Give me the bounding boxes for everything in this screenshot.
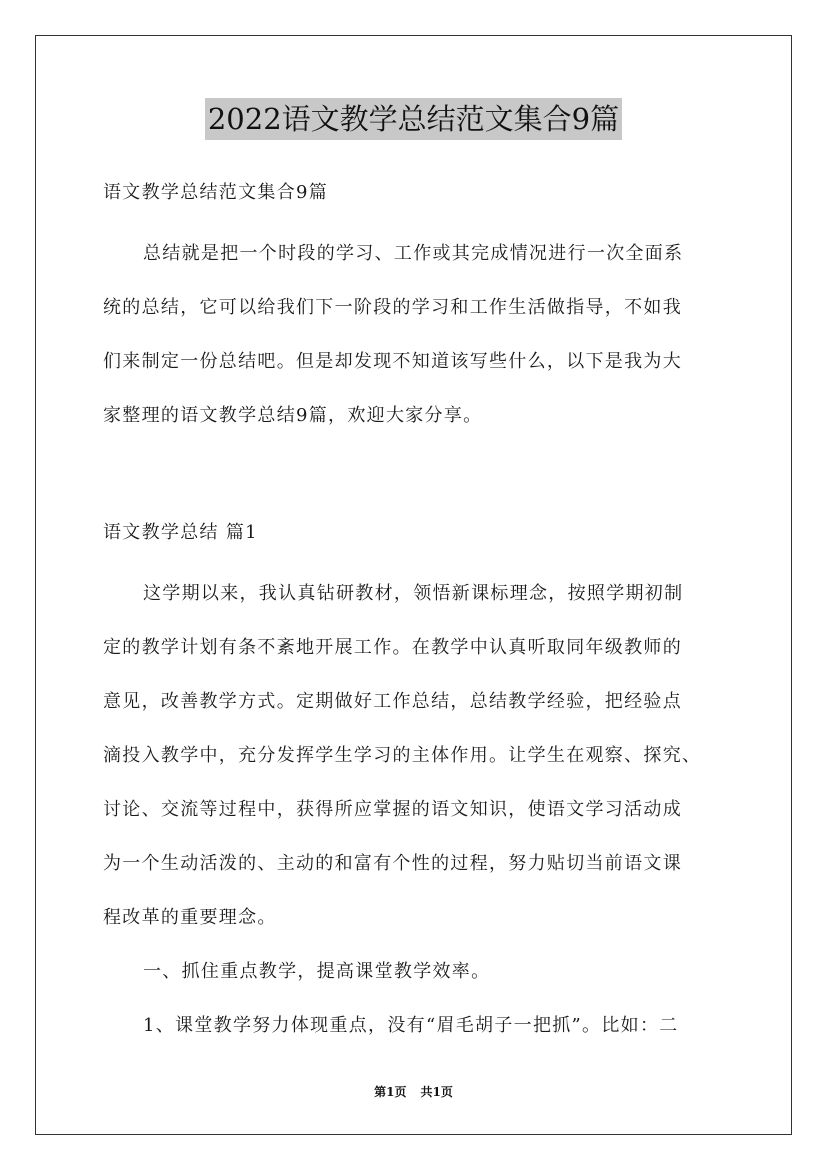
page-number: 第1页 [374,1085,407,1099]
section-line-7: 程改革的重要理念。 [103,907,277,928]
intro-line-2: 统的总结，它可以给我们下一阶段的学习和工作生活做指导，不如我 [103,297,682,318]
document-title: 2022语文教学总结范文集合9篇 [205,98,622,140]
page-total: 共1页 [420,1085,453,1099]
page-footer [0,1083,827,1100]
section-line-3: 意见，改善教学方式。定期做好工作总结，总结教学经验，把经验点 [103,691,682,712]
section-line-6: 为一个生动活泼的、主动的和富有个性的过程，努力贴切当前语文课 [103,853,682,874]
intro-line-4: 家整理的语文教学总结9篇，欢迎大家分享。 [103,405,483,426]
document-subtitle: 语文教学总结范文集合9篇 [103,182,329,203]
intro-line-1: 总结就是把一个时段的学习、工作或其完成情况进行一次全面系 [143,243,684,264]
intro-line-3: 们来制定一份总结吧。但是却发现不知道该写些什么，以下是我为大 [103,351,682,372]
section-line-2: 定的教学计划有条不紊地开展工作。在教学中认真听取同年级教师的 [103,637,682,658]
point-heading: 一、抓住重点教学，提高课堂教学效率。 [143,961,491,982]
section-line-4: 滴投入教学中，充分发挥学生学习的主体作用。让学生在观察、探究、 [103,745,702,766]
section-line-5: 讨论、交流等过程中，获得所应掌握的语文知识，使语文学习活动成 [103,799,682,820]
section-line-1: 这学期以来，我认真钻研教材，领悟新课标理念，按照学期初制 [143,583,684,604]
point-1: 1、课堂教学努力体现重点，没有“眉毛胡子一把抓”。比如：二 [143,1015,679,1036]
section-heading: 语文教学总结 篇1 [103,522,258,543]
title-container [0,98,827,140]
document-body [103,175,743,1053]
